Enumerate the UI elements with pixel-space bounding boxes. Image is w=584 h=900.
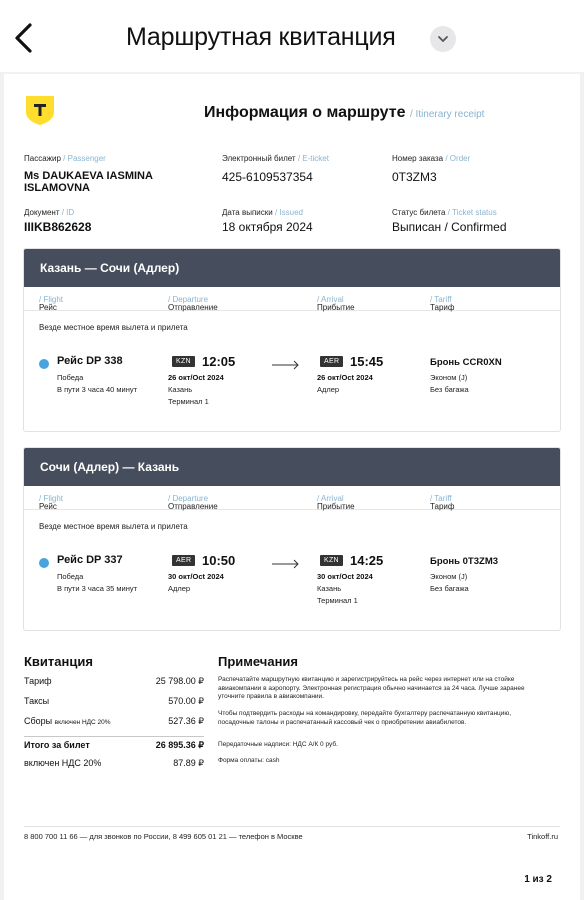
col-arrival-ru: Прибытие	[317, 502, 355, 511]
departure-city: Адлер	[168, 584, 191, 593]
notes-paragraph-1: Распечатайте маршрутную квитанцию и зарегистрируйтесь на рейс через интернет или на стойке авиакомпании в аэропорту. Электронная регистрация обычно начинается за 24 часа. Лучше заранее уточните правила в авиакомпании.	[218, 676, 525, 700]
document-label	[24, 208, 74, 217]
receipt-vat-label: включен НДС 20%	[24, 758, 102, 768]
booking-code: Бронь 0T3ZM3	[430, 556, 499, 567]
receipt-row-label: Тариф	[24, 676, 52, 686]
document-label-ru: Документ	[24, 208, 60, 217]
receipt-divider	[24, 736, 204, 737]
passenger-label	[24, 154, 106, 163]
status-value: Выписан / Confirmed	[392, 220, 507, 234]
footer-divider	[24, 826, 560, 827]
col-departure-en: / Departure	[168, 295, 209, 304]
col-tariff-en: / Tariff	[430, 494, 452, 503]
page-title: Маршрутная квитанция	[126, 23, 396, 51]
col-tariff-ru: Тариф	[430, 303, 455, 312]
issued-label	[222, 208, 303, 217]
segment-body	[24, 510, 560, 630]
col-departure-en: / Departure	[168, 494, 209, 503]
segment-route: Казань — Сочи (Адлер)	[24, 249, 560, 287]
passenger-name-line1: Ms DAUKAEVA IASMINA	[24, 170, 153, 182]
flight-duration: В пути 3 часа 35 минут	[57, 584, 138, 593]
arrival-date: 30 окт/Oct 2024	[317, 572, 373, 581]
footer-phones: 8 800 700 11 66 — для звонков по России, 8 499 605 01 21 — телефон в Москве	[24, 832, 303, 841]
document-value: IIIKB862628	[24, 220, 92, 234]
status-label-en: / Ticket status	[447, 208, 497, 217]
flight-number: Рейс DP 338	[57, 355, 123, 367]
segment-column-headers	[24, 486, 560, 510]
eticket-label-ru: Электронный билет	[222, 154, 296, 163]
booking-code: Бронь CCR0XN	[430, 357, 502, 368]
airline-icon	[39, 558, 49, 568]
status-label-ru: Статус билета	[392, 208, 446, 217]
flight-segment-2	[23, 447, 561, 631]
arrow-right-icon	[272, 360, 300, 370]
col-departure	[168, 295, 218, 312]
page-indicator: 1 из 2	[524, 874, 552, 885]
departure-date: 30 окт/Oct 2024	[168, 572, 224, 581]
receipt-vat	[24, 758, 204, 768]
col-flight-ru: Рейс	[39, 502, 57, 511]
departure-city: Казань	[168, 385, 193, 394]
col-tariff	[430, 494, 455, 511]
airline-name: Победа	[57, 373, 84, 382]
receipt-row-fare	[24, 676, 204, 686]
col-tariff-en: / Tariff	[430, 295, 452, 304]
document-heading	[204, 104, 484, 122]
flight-segment-1	[23, 248, 561, 432]
order-label-ru: Номер заказа	[392, 154, 444, 163]
order-label-en: / Order	[445, 154, 471, 163]
order-label	[392, 154, 470, 163]
arrival-city: Адлер	[317, 385, 340, 394]
col-flight-ru: Рейс	[39, 303, 57, 312]
notes-title: Примечания	[218, 654, 299, 669]
col-flight-en: / Flight	[39, 494, 64, 503]
arrival-date: 26 окт/Oct 2024	[317, 373, 373, 382]
col-arrival-en: / Arrival	[317, 494, 344, 503]
issued-label-en: / Issued	[274, 208, 303, 217]
receipt-row-amount: 25 798.00 ₽	[155, 676, 204, 686]
fare-class: Эконом (J)	[430, 572, 468, 581]
arrival-time: 14:25	[350, 553, 384, 568]
col-arrival	[317, 295, 355, 312]
receipt-total	[24, 740, 204, 750]
app-bar	[0, 0, 584, 72]
fare-class: Эконом (J)	[430, 373, 468, 382]
col-arrival	[317, 494, 355, 511]
col-departure	[168, 494, 218, 511]
col-departure-ru: Отправление	[168, 502, 218, 511]
baggage-info: Без багажа	[430, 385, 469, 394]
departure-airport-code: AER	[172, 555, 195, 566]
col-flight	[39, 494, 64, 511]
notes-paragraph-2: Чтобы подтвердить расходы на командировку, передайте бухгалтеру распечатанную квитанцию, посадочные талоны и распечатанный кассовый чек о приобретении авиабилетов.	[218, 710, 512, 726]
departure-airport-code: KZN	[172, 356, 195, 367]
receipt-row-amount: 570.00 ₽	[168, 696, 204, 706]
departure-date: 26 окт/Oct 2024	[168, 373, 224, 382]
col-arrival-ru: Прибытие	[317, 303, 355, 312]
status-label	[392, 208, 497, 217]
passenger-name-line2: ISLAMOVNA	[24, 182, 90, 194]
heading-en: / Itinerary receipt	[409, 109, 485, 120]
eticket-value: 425-6109537354	[222, 170, 313, 184]
baggage-info: Без багажа	[430, 584, 469, 593]
departure-terminal: Терминал 1	[168, 397, 209, 406]
back-button[interactable]	[10, 20, 38, 56]
arrival-airport-code: AER	[320, 356, 343, 367]
receipt-row-taxes	[24, 696, 204, 706]
segment-body	[24, 311, 560, 431]
arrival-airport-code: KZN	[320, 555, 343, 566]
col-tariff	[430, 295, 455, 312]
order-value: 0T3ZM3	[392, 170, 437, 184]
segment-column-headers	[24, 287, 560, 311]
col-arrival-en: / Arrival	[317, 295, 344, 304]
col-tariff-ru: Тариф	[430, 502, 455, 511]
receipt-row-sublabel: включен НДС 20%	[54, 719, 111, 726]
issued-label-ru: Дата выписки	[222, 208, 273, 217]
flight-number: Рейс DP 337	[57, 554, 123, 566]
chevron-down-icon	[436, 32, 450, 46]
eticket-label-en: / E-ticket	[297, 154, 329, 163]
title-dropdown-button[interactable]	[430, 26, 456, 52]
itinerary-document	[4, 74, 580, 900]
col-departure-ru: Отправление	[168, 303, 218, 312]
receipt-title: Квитанция	[24, 654, 93, 669]
receipt-row-label: Таксы	[24, 696, 50, 706]
flight-duration: В пути 3 часа 40 минут	[57, 385, 138, 394]
receipt-row-fees	[24, 716, 204, 726]
chevron-left-icon	[10, 20, 38, 56]
receipt-row-amount: 527.36 ₽	[168, 716, 204, 726]
arrow-right-icon	[272, 559, 300, 569]
departure-time: 10:50	[202, 553, 236, 568]
arrival-time: 15:45	[350, 354, 384, 369]
receipt-row-label: Сборы	[24, 716, 53, 726]
notes-paragraph-4: Форма оплаты: cash	[218, 757, 280, 764]
eticket-label	[222, 154, 329, 163]
local-time-note: Везде местное время вылета и прилета	[39, 323, 188, 332]
footer-site-link[interactable]: Tinkoff.ru	[527, 832, 558, 841]
receipt-total-label: Итого за билет	[24, 740, 90, 750]
arrival-terminal: Терминал 1	[317, 596, 358, 605]
local-time-note: Везде местное время вылета и прилета	[39, 522, 188, 531]
notes-paragraph-3: Передаточные надписи: НДС А/К 0 руб.	[218, 741, 338, 748]
airline-icon	[39, 359, 49, 369]
receipt-vat-amount: 87.89 ₽	[173, 758, 204, 768]
departure-time: 12:05	[202, 354, 236, 369]
heading-ru: Информация о маршруте	[204, 104, 406, 121]
arrival-city: Казань	[317, 584, 342, 593]
col-flight	[39, 295, 64, 312]
tinkoff-logo-icon	[24, 94, 56, 126]
receipt-total-amount: 26 895.36 ₽	[155, 740, 204, 750]
issued-value: 18 октября 2024	[222, 220, 313, 234]
airline-name: Победа	[57, 572, 84, 581]
document-label-en: / ID	[61, 208, 75, 217]
passenger-label-en: / Passenger	[63, 154, 106, 163]
col-flight-en: / Flight	[39, 295, 64, 304]
segment-route: Сочи (Адлер) — Казань	[24, 448, 560, 486]
passenger-label-ru: Пассажир	[24, 154, 61, 163]
